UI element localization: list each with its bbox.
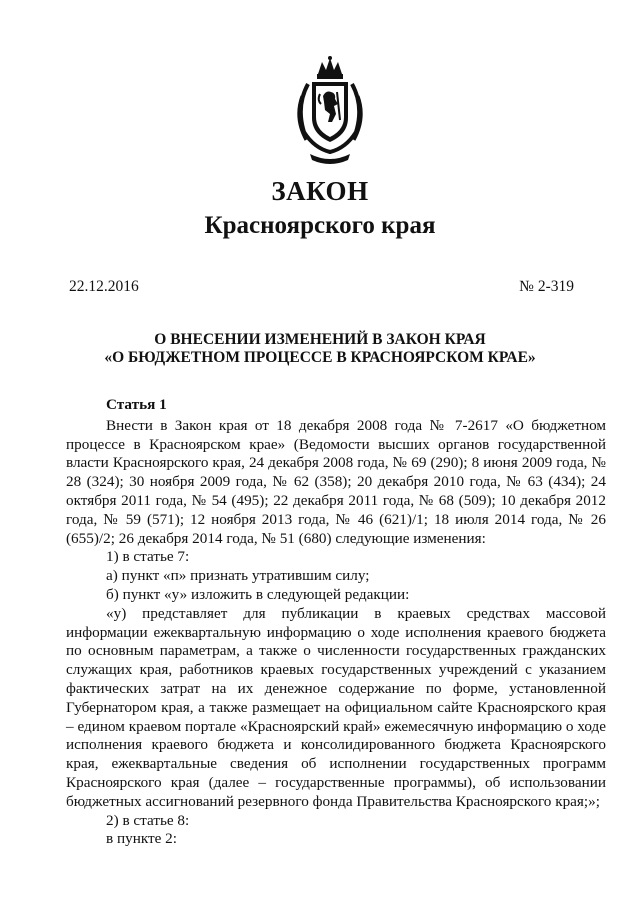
law-heading-line-1: О ВНЕСЕНИИ ИЗМЕНЕНИЙ В ЗАКОН КРАЯ (154, 331, 486, 348)
amendment-quote: «у) представляет для публикации в краевых средствах массовой информации ежеквартальную информацию о ходе исполнения краевого бюджета по основным параметрам, а также о численности государственных гражданских служащих края, работников краевых государственных учреждений с указанием фактических затрат на их денежное содержание по форме, установленной Губернатором края, а также размещает на официальном сайте Красноярского края – едином краевом портале «Красноярский край» ежемесячную информацию о ходе исполнения краевого бюджета и консолидированного бюджета Красноярского края, ежеквартальные сведения об исполнении государственных программ Красноярского края (далее – государственные программы), об использовании бюджетных ассигнований резервного фонда Правительства Красноярского края;»; (66, 604, 606, 810)
law-date: 22.12.2016 (69, 278, 139, 295)
article-intro: Внести в Закон края от 18 декабря 2008 года № 7-2617 «О бюджетном процессе в Красноярском крае» (Ведомости высших органов государственной власти Красноярского края, 24 декабря 2008 года, № 69 (290); 8 июня 2009 года, № 28 (324); 30 ноября 2009 года, № 62 (358); 20 декабря 2010 года, № 63 (434); 24 октября 2011 года, № 54 (495); 22 декабря 2011 года, № 68 (509); 10 декабря 2012 года, № 59 (571); 12 ноября 2013 года, № 46 (621)/1; 18 июля 2014 года, № 26 (655)/2; 26 декабря 2014 года, № 51 (680) следующие изменения: (66, 416, 606, 547)
law-body (66, 396, 606, 849)
article-label: Статья 1 (106, 396, 167, 413)
amendment-item-2a: в пункте 2: (106, 830, 177, 848)
law-region: Красноярского края (204, 212, 436, 239)
amendment-item-1: 1) в статье 7: (106, 548, 190, 566)
law-number: № 2-319 (519, 278, 574, 295)
amendment-item-1a: а) пункт «п» признать утратившим силу; (106, 567, 370, 585)
coat-of-arms-emblem (290, 56, 370, 168)
law-heading-line-2: «О БЮДЖЕТНОМ ПРОЦЕССЕ В КРАСНОЯРСКОМ КРАЕ» (104, 349, 536, 366)
amendment-item-2: 2) в статье 8: (106, 811, 190, 829)
law-title: ЗАКОН (271, 176, 369, 206)
amendment-item-1b: б) пункт «у» изложить в следующей редакции: (106, 585, 410, 603)
